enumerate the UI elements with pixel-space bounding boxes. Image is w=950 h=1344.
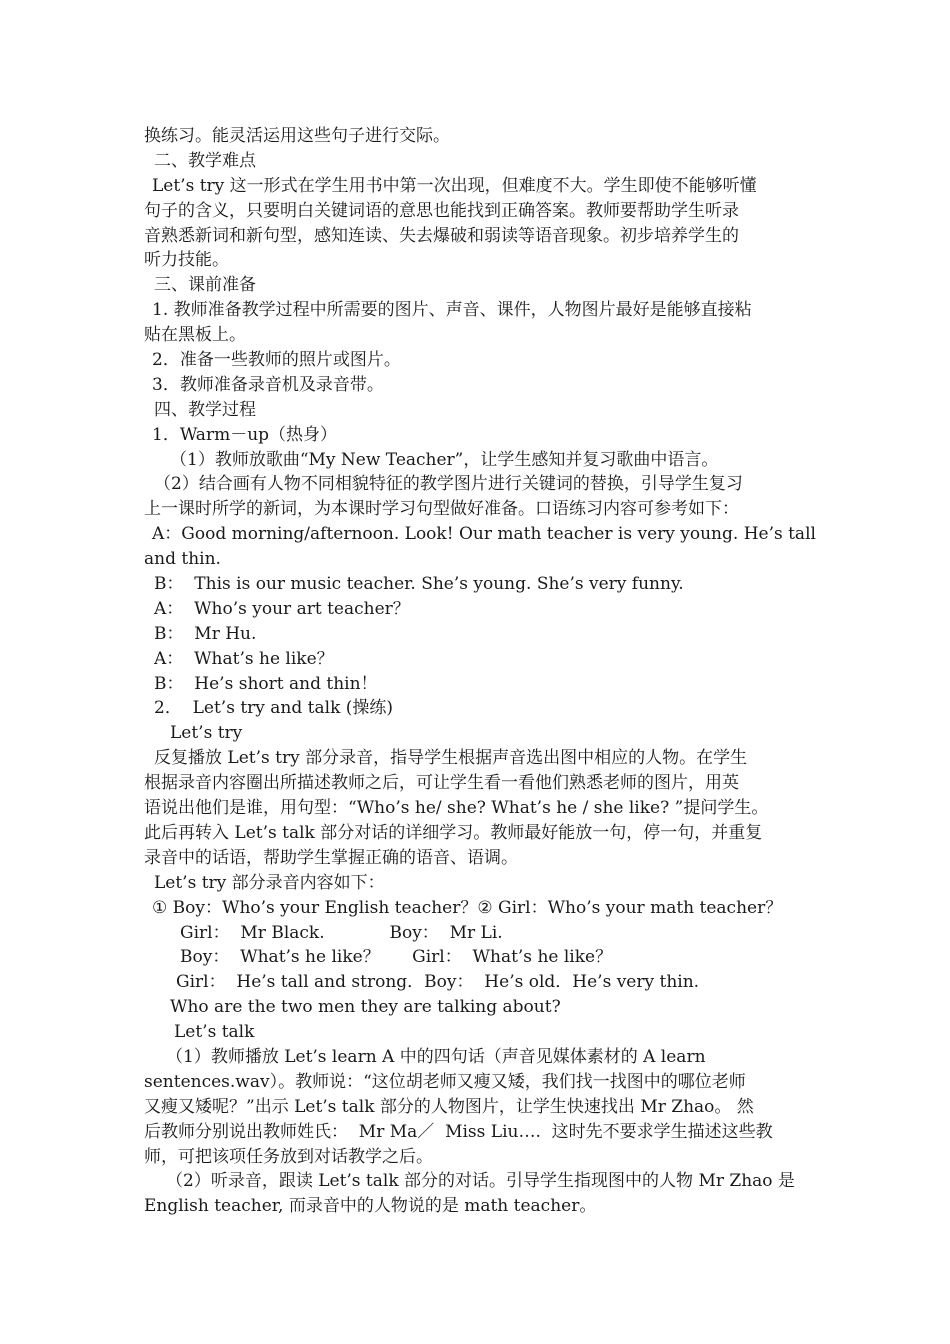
document-body — [0, 124, 950, 1219]
text-line: 1. 教师准备教学过程中所需要的图片、声音、课件，人物图片最好是能够直接粘 — [152, 300, 752, 321]
text-line: 听力技能。 — [144, 250, 229, 271]
text-line: Let’s talk — [174, 1022, 255, 1043]
text-line: 二、教学难点 — [154, 150, 256, 171]
text-line: Boy： What’s he like？ Girl： What’s he like？ — [180, 947, 613, 968]
text-line: （2）听录音，跟读 Let’s talk 部分的对话。引导学生指现图中的人物 Mr Zhao 是 — [166, 1171, 795, 1192]
text-line: 此后再转入 Let’s talk 部分对话的详细学习。教师最好能放一句，停一句，并重复 — [144, 822, 763, 843]
text-line: B： This is our music teacher. She’s young. She’s very funny. — [154, 574, 684, 595]
text-line: A： What’s he like？ — [154, 648, 334, 669]
text-line: Girl： Mr Black. Boy： Mr Li. — [180, 922, 503, 943]
text-line: 师，可把该项任务放到对话教学之后。 — [144, 1146, 433, 1167]
text-line: Who are the two men they are talking about? — [170, 997, 561, 1018]
text-line: （2）结合画有人物不同相貌特征的教学图片进行关键词的替换，引导学生复习 — [154, 474, 743, 495]
text-line: 2． Let’s try and talk (操练) — [154, 698, 394, 719]
text-line: 2．准备一些教师的照片或图片。 — [152, 350, 401, 371]
text-line: （1）教师播放 Let’s learn A 中的四句话（声音见媒体素材的 A learn — [166, 1046, 706, 1067]
text-line: 语说出他们是谁，用句型：“Who’s he/ she? What’s he / she like? ”提问学生。 — [144, 798, 769, 819]
text-line: 后教师分别说出教师姓氏： Mr Ma／ Miss Liu…. 这时先不要求学生描述这些教 — [144, 1121, 773, 1142]
text-line: 句子的含义，只要明白关键词语的意思也能找到正确答案。教师要帮助学生听录 — [144, 200, 739, 221]
text-line: 又瘦又矮呢？”出示 Let’s talk 部分的人物图片，让学生快速找出 Mr Zhao。 然 — [144, 1096, 754, 1117]
text-line: B： Mr Hu. — [154, 623, 257, 644]
text-line: Let’s try — [170, 723, 243, 744]
text-line: sentences.wav）。教师说：“这位胡老师又瘦又矮，我们找一找图中的哪位老师 — [144, 1071, 746, 1092]
text-line: （1）教师放歌曲“My New Teacher”，让学生感知并复习歌曲中语言。 — [170, 449, 719, 470]
text-line: ① Boy：Who’s your English teacher？② Girl：Who’s your math teacher？ — [152, 897, 783, 918]
text-line: A：Good morning/afternoon. Look! Our math teacher is very young. He’s tall — [152, 524, 816, 545]
text-line: 3．教师准备录音机及录音带。 — [152, 374, 384, 395]
text-line: Let’s try 这一形式在学生用书中第一次出现，但难度不大。学生即使不能够听懂 — [152, 175, 757, 196]
text-line: 换练习。能灵活运用这些句子进行交际。 — [144, 126, 450, 146]
text-line: 四、教学过程 — [154, 399, 256, 420]
text-line: 音熟悉新词和新句型，感知连读、失去爆破和弱读等语音现象。初步培养学生的 — [144, 225, 739, 246]
text-line: 根据录音内容圈出所描述教师之后，可让学生看一看他们熟悉老师的图片，用英 — [144, 773, 739, 794]
text-line: and thin. — [144, 549, 221, 570]
text-line: B： He’s short and thin！ — [154, 673, 378, 694]
text-line: 三、课前准备 — [154, 275, 256, 296]
text-line: 贴在黑板上。 — [144, 325, 246, 346]
text-line: 反复播放 Let’s try 部分录音，指导学生根据声音选出图中相应的人物。在学生 — [154, 748, 748, 769]
text-line: English teacher, 而录音中的人物说的是 math teacher。 — [144, 1196, 597, 1217]
text-line: Girl： He’s tall and strong．Boy： He’s old．He’s very thin. — [176, 972, 700, 993]
text-line: 上一课时所学的新词，为本课时学习句型做好准备。口语练习内容可参考如下： — [144, 499, 739, 520]
text-line: A： Who’s your art teacher？ — [154, 598, 410, 619]
text-line: 录音中的话语，帮助学生掌握正确的语音、语调。 — [144, 847, 518, 868]
text-line: 1．Warm－up（热身） — [152, 424, 338, 445]
text-line: Let’s try 部分录音内容如下： — [154, 872, 385, 893]
